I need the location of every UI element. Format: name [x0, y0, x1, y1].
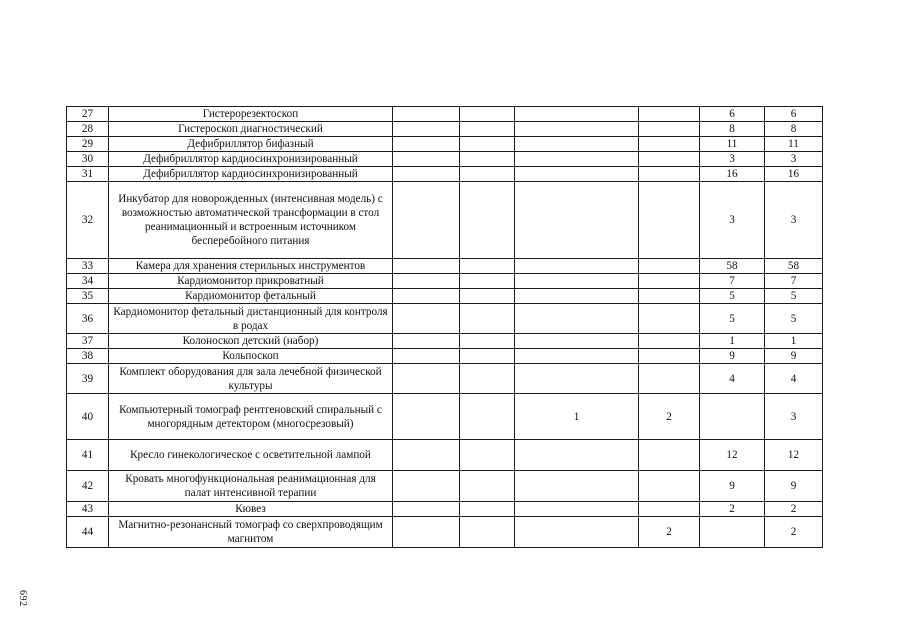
quantity-cell-c8: 5: [765, 289, 823, 304]
table-row: [67, 517, 823, 548]
quantity-cell-c7: 6: [700, 107, 765, 122]
equipment-table: [66, 106, 823, 548]
table-row: [67, 122, 823, 137]
table-row: [67, 349, 823, 364]
quantity-cell-c7: 16: [700, 167, 765, 182]
table-row: [67, 289, 823, 304]
quantity-cell-c8: 2: [765, 502, 823, 517]
quantity-cell-c8: 1: [765, 334, 823, 349]
quantity-cell-c7: 58: [700, 259, 765, 274]
quantity-cell-c6: [639, 364, 700, 394]
table-row: [67, 394, 823, 440]
equipment-name-cell: Кровать многофункциональная реанимационная для палат интенсивной терапии: [109, 471, 393, 502]
quantity-cell-c4: [460, 137, 515, 152]
quantity-cell-c4: [460, 471, 515, 502]
quantity-cell-c4: [460, 364, 515, 394]
quantity-cell-c4: [460, 394, 515, 440]
table-row: [67, 274, 823, 289]
quantity-cell-c5: [515, 122, 639, 137]
quantity-cell-c8: 4: [765, 364, 823, 394]
quantity-cell-c3: [393, 274, 460, 289]
quantity-cell-c3: [393, 122, 460, 137]
quantity-cell-c5: [515, 502, 639, 517]
quantity-cell-c5: [515, 259, 639, 274]
quantity-cell-c3: [393, 349, 460, 364]
quantity-cell-c3: [393, 289, 460, 304]
quantity-cell-c3: [393, 107, 460, 122]
quantity-cell-c4: [460, 289, 515, 304]
quantity-cell-c4: [460, 152, 515, 167]
quantity-cell-c6: 2: [639, 394, 700, 440]
quantity-cell-c5: [515, 137, 639, 152]
quantity-cell-c6: [639, 107, 700, 122]
table-row: [67, 137, 823, 152]
row-number-cell: 29: [67, 137, 109, 152]
quantity-cell-c6: [639, 502, 700, 517]
quantity-cell-c7: 1: [700, 334, 765, 349]
quantity-cell-c8: 6: [765, 107, 823, 122]
equipment-name-cell: Дефибриллятор бифазный: [109, 137, 393, 152]
quantity-cell-c8: 11: [765, 137, 823, 152]
table-row: [67, 334, 823, 349]
table-row: [67, 167, 823, 182]
quantity-cell-c8: 7: [765, 274, 823, 289]
row-number-cell: 27: [67, 107, 109, 122]
table-row: [67, 364, 823, 394]
table-row: [67, 471, 823, 502]
quantity-cell-c3: [393, 334, 460, 349]
quantity-cell-c3: [393, 182, 460, 259]
equipment-name-cell: Камера для хранения стерильных инструментов: [109, 259, 393, 274]
quantity-cell-c3: [393, 304, 460, 334]
quantity-cell-c5: [515, 517, 639, 548]
row-number-cell: 40: [67, 394, 109, 440]
quantity-cell-c7: 3: [700, 182, 765, 259]
equipment-name-cell: Кардиомонитор фетальный: [109, 289, 393, 304]
quantity-cell-c7: 3: [700, 152, 765, 167]
quantity-cell-c4: [460, 259, 515, 274]
quantity-cell-c4: [460, 122, 515, 137]
quantity-cell-c7: 7: [700, 274, 765, 289]
quantity-cell-c4: [460, 502, 515, 517]
row-number-cell: 30: [67, 152, 109, 167]
quantity-cell-c5: [515, 182, 639, 259]
quantity-cell-c8: 9: [765, 349, 823, 364]
table-body: [67, 107, 823, 548]
quantity-cell-c5: [515, 107, 639, 122]
row-number-cell: 36: [67, 304, 109, 334]
equipment-name-cell: Кардиомонитор фетальный дистанционный для контроля в родах: [109, 304, 393, 334]
quantity-cell-c3: [393, 364, 460, 394]
page-number: 692: [17, 590, 28, 607]
row-number-cell: 32: [67, 182, 109, 259]
row-number-cell: 37: [67, 334, 109, 349]
equipment-name-cell: Кресло гинекологическое с осветительной лампой: [109, 440, 393, 471]
quantity-cell-c7: 4: [700, 364, 765, 394]
row-number-cell: 42: [67, 471, 109, 502]
table-row: [67, 107, 823, 122]
quantity-cell-c7: 5: [700, 304, 765, 334]
quantity-cell-c3: [393, 517, 460, 548]
quantity-cell-c8: 3: [765, 152, 823, 167]
table-row: [67, 304, 823, 334]
quantity-cell-c3: [393, 259, 460, 274]
quantity-cell-c4: [460, 182, 515, 259]
quantity-cell-c6: [639, 274, 700, 289]
row-number-cell: 28: [67, 122, 109, 137]
table-row: [67, 182, 823, 259]
quantity-cell-c3: [393, 152, 460, 167]
row-number-cell: 35: [67, 289, 109, 304]
equipment-name-cell: Кардиомонитор прикроватный: [109, 274, 393, 289]
table-row: [67, 440, 823, 471]
quantity-cell-c6: [639, 349, 700, 364]
quantity-cell-c4: [460, 349, 515, 364]
quantity-cell-c3: [393, 394, 460, 440]
quantity-cell-c3: [393, 440, 460, 471]
quantity-cell-c6: [639, 137, 700, 152]
quantity-cell-c6: [639, 304, 700, 334]
table-row: [67, 502, 823, 517]
quantity-cell-c5: 1: [515, 394, 639, 440]
table-row: [67, 152, 823, 167]
equipment-name-cell: Магнитно-резонансный томограф со сверхпроводящим магнитом: [109, 517, 393, 548]
quantity-cell-c6: [639, 289, 700, 304]
quantity-cell-c7: 9: [700, 349, 765, 364]
quantity-cell-c6: [639, 440, 700, 471]
row-number-cell: 38: [67, 349, 109, 364]
row-number-cell: 43: [67, 502, 109, 517]
quantity-cell-c6: [639, 259, 700, 274]
quantity-cell-c8: 3: [765, 182, 823, 259]
quantity-cell-c5: [515, 471, 639, 502]
quantity-cell-c5: [515, 334, 639, 349]
quantity-cell-c8: 2: [765, 517, 823, 548]
quantity-cell-c8: 9: [765, 471, 823, 502]
quantity-cell-c7: 8: [700, 122, 765, 137]
quantity-cell-c8: 16: [765, 167, 823, 182]
quantity-cell-c3: [393, 137, 460, 152]
quantity-cell-c5: [515, 304, 639, 334]
equipment-name-cell: Гистерорезектоскоп: [109, 107, 393, 122]
row-number-cell: 33: [67, 259, 109, 274]
quantity-cell-c8: 5: [765, 304, 823, 334]
quantity-cell-c4: [460, 167, 515, 182]
quantity-cell-c5: [515, 440, 639, 471]
quantity-cell-c3: [393, 167, 460, 182]
quantity-cell-c7: 2: [700, 502, 765, 517]
quantity-cell-c6: [639, 334, 700, 349]
equipment-name-cell: Дефибриллятор кардиосинхронизированный: [109, 152, 393, 167]
quantity-cell-c7: 11: [700, 137, 765, 152]
quantity-cell-c7: 12: [700, 440, 765, 471]
quantity-cell-c8: 12: [765, 440, 823, 471]
row-number-cell: 44: [67, 517, 109, 548]
quantity-cell-c4: [460, 274, 515, 289]
quantity-cell-c5: [515, 289, 639, 304]
quantity-cell-c7: 9: [700, 471, 765, 502]
quantity-cell-c3: [393, 471, 460, 502]
row-number-cell: 31: [67, 167, 109, 182]
equipment-name-cell: Дефибриллятор кардиосинхронизированный: [109, 167, 393, 182]
quantity-cell-c6: [639, 182, 700, 259]
equipment-name-cell: Компьютерный томограф рентгеновский спиральный с многорядным детектором (многосрезовый): [109, 394, 393, 440]
equipment-name-cell: Инкубатор для новорожденных (интенсивная модель) с возможностью автоматической трансформации в стол реанимационный и встроенным источником бесперебойного питания: [109, 182, 393, 259]
quantity-cell-c5: [515, 152, 639, 167]
quantity-cell-c4: [460, 334, 515, 349]
row-number-cell: 41: [67, 440, 109, 471]
quantity-cell-c7: [700, 394, 765, 440]
quantity-cell-c7: 5: [700, 289, 765, 304]
quantity-cell-c4: [460, 107, 515, 122]
row-number-cell: 34: [67, 274, 109, 289]
quantity-cell-c5: [515, 349, 639, 364]
quantity-cell-c6: [639, 471, 700, 502]
equipment-name-cell: Колоноскоп детский (набор): [109, 334, 393, 349]
quantity-cell-c6: 2: [639, 517, 700, 548]
quantity-cell-c5: [515, 274, 639, 289]
row-number-cell: 39: [67, 364, 109, 394]
quantity-cell-c8: 3: [765, 394, 823, 440]
quantity-cell-c5: [515, 364, 639, 394]
quantity-cell-c8: 58: [765, 259, 823, 274]
quantity-cell-c6: [639, 122, 700, 137]
quantity-cell-c7: [700, 517, 765, 548]
quantity-cell-c5: [515, 167, 639, 182]
quantity-cell-c8: 8: [765, 122, 823, 137]
quantity-cell-c3: [393, 502, 460, 517]
equipment-name-cell: Кювез: [109, 502, 393, 517]
quantity-cell-c4: [460, 440, 515, 471]
table-row: [67, 259, 823, 274]
quantity-cell-c4: [460, 517, 515, 548]
quantity-cell-c6: [639, 167, 700, 182]
equipment-name-cell: Кольпоскоп: [109, 349, 393, 364]
quantity-cell-c6: [639, 152, 700, 167]
quantity-cell-c4: [460, 304, 515, 334]
equipment-name-cell: Гистероскоп диагностический: [109, 122, 393, 137]
equipment-name-cell: Комплект оборудования для зала лечебной физической культуры: [109, 364, 393, 394]
